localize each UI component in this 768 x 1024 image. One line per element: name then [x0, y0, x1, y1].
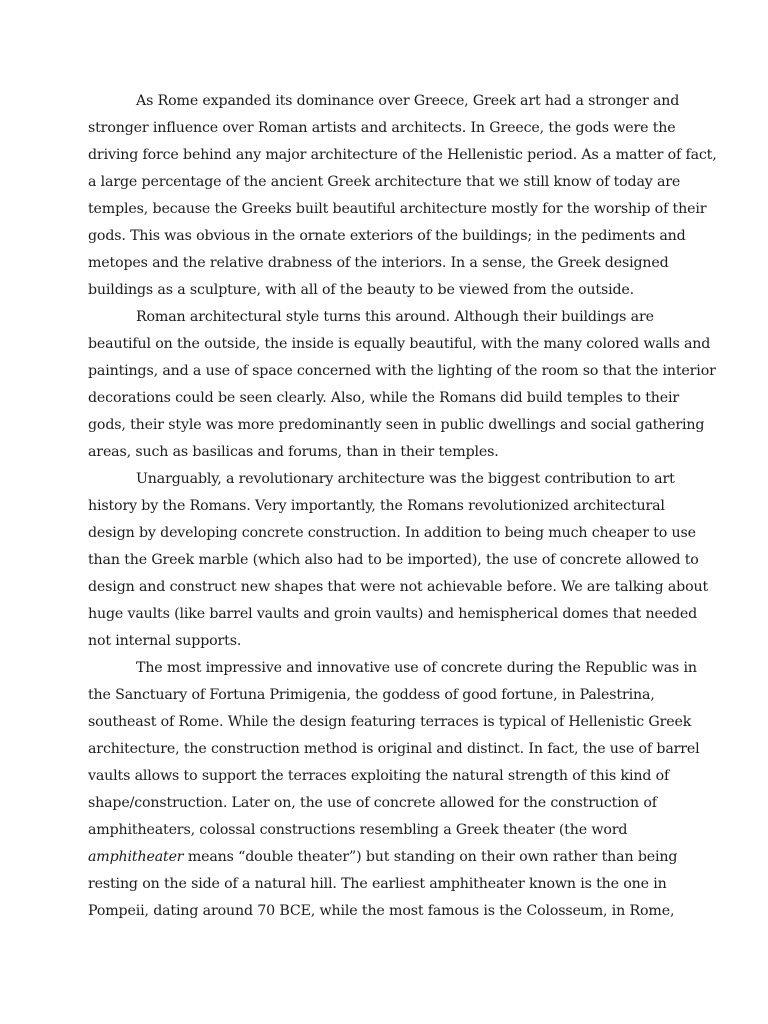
text-line: metopes and the relative drabness of the interiors. In a sense, the Greek designed	[88, 255, 669, 271]
text-line-italic	[88, 844, 688, 871]
text-line: vaults allows to support the terraces exploiting the natural strength of this kind of	[88, 768, 670, 784]
text-line: shape/construction. Later on, the use of concrete allowed for the construction of	[88, 795, 657, 811]
text-line: driving force behind any major architecture of the Hellenistic period. As a matter of fact,	[88, 147, 717, 163]
text-line: stronger influence over Roman artists and architects. In Greece, the gods were the	[88, 120, 676, 136]
text-line: huge vaults (like barrel vaults and groin vaults) and hemispherical domes that needed	[88, 606, 698, 622]
text-line: As Rome expanded its dominance over Greece, Greek art had a stronger and	[136, 93, 680, 109]
text-line: southeast of Rome. While the design featuring terraces is typical of Hellenistic Greek	[88, 714, 692, 730]
text-line: areas, such as basilicas and forums, than in their temples.	[88, 444, 499, 460]
paragraph-3	[88, 466, 709, 655]
italic-term: amphitheater	[88, 849, 184, 865]
text-line: Unarguably, a revolutionary architecture was the biggest contribution to art	[136, 471, 675, 487]
text-line: amphitheaters, colossal constructions resembling a Greek theater (the word	[88, 822, 628, 838]
text-line: resting on the side of a natural hill. The earliest amphitheater known is the one in	[88, 876, 667, 892]
text-line: temples, because the Greeks built beautiful architecture mostly for the worship of their	[88, 201, 707, 217]
text-line: buildings as a sculpture, with all of the beauty to be viewed from the outside.	[88, 282, 635, 298]
paragraph-4	[88, 655, 700, 925]
text-line: architecture, the construction method is original and distinct. In fact, the use of barrel	[88, 741, 700, 757]
text-line: Pompeii, dating around 70 BCE, while the most famous is the Colosseum, in Rome,	[88, 903, 675, 919]
text-line: the Sanctuary of Fortuna Primigenia, the goddess of good fortune, in Palestrina,	[88, 687, 655, 703]
text-line: design and construct new shapes that were not achievable before. We are talking about	[88, 579, 709, 595]
text-line: gods. This was obvious in the ornate exteriors of the buildings; in the pediments and	[88, 228, 686, 244]
text-line: beautiful on the outside, the inside is equally beautiful, with the many colored walls and	[88, 336, 711, 352]
text-line: history by the Romans. Very importantly, the Romans revolutionized architectural	[88, 498, 665, 514]
text-line: gods, their style was more predominantly seen in public dwellings and social gathering	[88, 417, 705, 433]
paragraph-2	[88, 304, 716, 466]
text-line: Roman architectural style turns this around. Although their buildings are	[136, 309, 654, 325]
document-page	[88, 88, 717, 925]
text-line: not internal supports.	[88, 633, 242, 649]
paragraph-1	[88, 88, 717, 304]
text-line: The most impressive and innovative use of concrete during the Republic was in	[136, 660, 697, 676]
text-line: design by developing concrete construction. In addition to being much cheaper to use	[88, 525, 696, 541]
text-line: than the Greek marble (which also had to be imported), the use of concrete allowed to	[88, 552, 699, 568]
text-line: a large percentage of the ancient Greek architecture that we still know of today are	[88, 174, 681, 190]
text-line: decorations could be seen clearly. Also, while the Romans did build temples to their	[88, 390, 680, 406]
text-line: paintings, and a use of space concerned with the lighting of the room so that the interior	[88, 363, 716, 379]
text-line-rest: means “double theater”) but standing on their own rather than being	[183, 849, 678, 865]
